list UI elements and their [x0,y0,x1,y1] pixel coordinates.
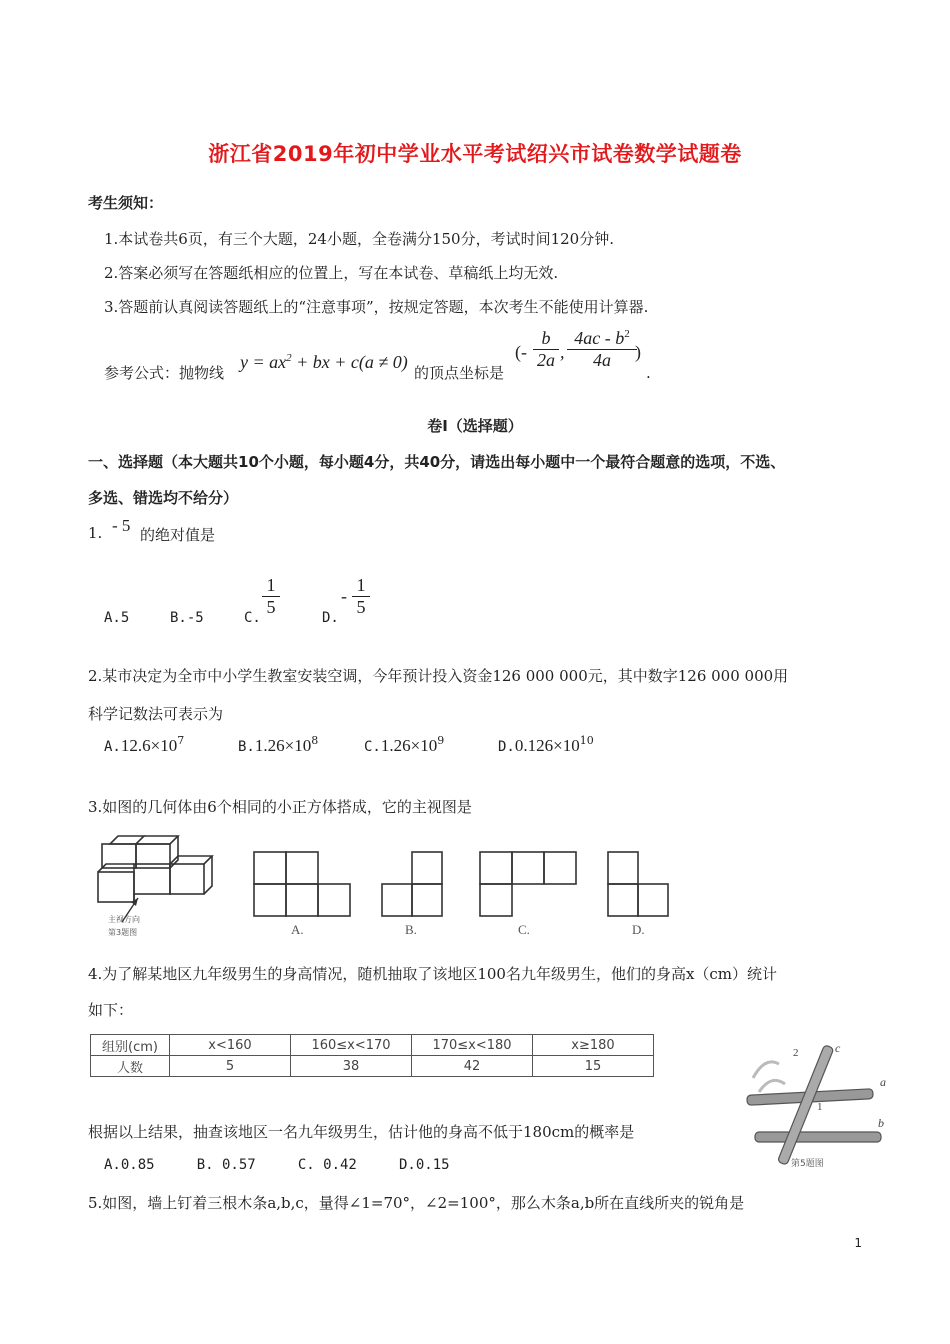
table-cell: 42 [412,1056,533,1077]
q1-option-c-num: 1 [266,575,276,595]
q2-line2: 科学记数法可表示为 [88,705,224,723]
q2-option-b-base: 1.26×10 [254,736,312,755]
q2-option-b-exp: 8 [311,734,319,747]
q5-figure [745,1034,905,1170]
q2-option-a [104,736,184,756]
q5-figure-caption: 第5题图 [791,1159,824,1169]
q2-option-a-label: A. [104,739,121,755]
q1-option-d-den: 5 [356,597,366,617]
q5-strip-b [755,1132,881,1142]
q4-question: 根据以上结果，抽查该地区一名九年级男生，估计他的身高不低于180cm的概率是 [88,1123,635,1141]
table-header-cell: 170≤x<180 [412,1035,533,1056]
part1-instructions-line1: 一、选择题（本大题共10个小题，每小题4分，共40分，请选出每小题中一个最符合题意的选项，不选、 [88,453,786,471]
q3-option-b-label: B. [405,922,417,937]
q3-arrow-label: 主视方向 [108,915,140,924]
q2-option-c-base: 1.26×10 [380,736,438,755]
q2-option-c-exp: 9 [437,734,445,747]
notice-item-3: 3.答题前认真阅读答题纸上的“注意事项”，按规定答题，本次考生不能使用计算器. [104,298,649,316]
q5-label-a: a [880,1075,886,1089]
table-cell: 5 [170,1056,291,1077]
q5-background-mark [759,1080,785,1092]
q1-option-d-fraction [352,575,370,618]
q3-figure-caption: 第3题图 [108,928,138,937]
q5-label-angle-2: 2 [793,1047,799,1059]
table-header-cell: x<160 [170,1035,291,1056]
q5-text: 5.如图，墙上钉着三根木条a,b,c，量得∠1=70°，∠2=100°，那么木条a,b所在直线所夹的锐角是 [88,1194,745,1212]
formula-suffix: . [646,364,651,382]
q1-option-d-num: 1 [356,575,366,595]
table-header-cell: 组别(cm) [91,1035,170,1056]
q2-option-d-base: 0.126×10 [514,736,580,755]
parabola-formula: $y = ax^2$ + bx + c(a ≠ 0) [240,352,408,372]
q5-label-b: b [878,1116,884,1130]
q2-option-a-exp: 7 [177,734,185,747]
paper-title: 卷Ⅰ（选择题） [427,417,523,435]
q2-option-c [364,736,444,756]
q1-text: 的绝对值是 [140,526,216,544]
q3-solid-figure [98,836,212,902]
q5-label-angle-1: 1 [817,1101,823,1113]
q4-line1: 4.为了解某地区九年级男生的身高情况，随机抽取了该地区100名九年级男生，他们的身高x（cm）统计 [88,965,778,983]
q3-option-d-view [608,852,668,916]
page-title: 浙江省2019年初中学业水平考试绍兴市试卷数学试题卷 [208,142,742,166]
q2-option-c-label: C. [364,739,381,755]
table-cell: 38 [291,1056,412,1077]
formula-prefix: 参考公式：抛物线 [104,364,225,382]
q2-option-d [498,736,594,756]
q1-option-c-label: C. [244,610,261,626]
formula-mid: 的顶点坐标是 [414,364,505,382]
q2-option-a-base: 12.6×10 [120,736,178,755]
q1-option-b: B.-5 [170,610,204,626]
notice-item-1: 1.本试卷共6页，有三个大题，24小题，全卷满分150分，考试时间120分钟. [104,230,614,248]
table-row [91,1035,654,1056]
q5-label-c: c [835,1041,841,1055]
q3-text: 3.如图的几何体由6个相同的小正方体搭成，它的主视图是 [88,798,472,816]
q3-option-a-label: A. [291,922,304,937]
q2-option-d-exp: 10 [579,734,594,747]
q3-figure [88,822,688,944]
table-header-cell: x≥180 [533,1035,654,1056]
table-row [91,1056,654,1077]
q3-option-d-label: D. [632,922,645,937]
q1-expression: - 5 [112,516,131,535]
q1-option-c-fraction [262,575,280,618]
table-cell: 人数 [91,1056,170,1077]
q2-option-b-label: B. [238,739,255,755]
q3-option-b-view [382,852,442,916]
q4-options: A.0.85 B. 0.57 C. 0.42 D.0.15 [104,1157,450,1173]
q1-option-a: A.5 [104,610,130,626]
q4-table [90,1034,654,1077]
q1-number: 1. [88,524,103,542]
notice-item-2: 2.答案必须写在答题纸相应的位置上，写在本试卷、草稿纸上均无效. [104,264,559,282]
q3-option-c-view [480,852,576,916]
q1-option-d-sign: - [341,586,347,606]
q3-option-a-view [254,852,350,916]
page-number: 1 [854,1236,862,1250]
q4-line2: 如下： [88,1001,134,1019]
q1-option-d-label: D. [322,610,339,626]
notice-heading: 考生须知： [88,194,164,212]
q2-option-d-label: D. [498,739,515,755]
q5-background-mark [753,1062,779,1078]
q2-line1: 2.某市决定为全市中小学生教室安装空调，今年预计投入资金126 000 000元，其中数字126 000 000用 [88,667,789,685]
table-header-cell: 160≤x<170 [291,1035,412,1056]
table-cell: 15 [533,1056,654,1077]
q1-option-c-den: 5 [266,597,276,617]
q2-option-b [238,736,318,756]
q5-strip-c [777,1045,833,1166]
q3-option-c-label: C. [518,922,530,937]
part1-instructions-line2: 多选、错选均不给分） [88,489,239,507]
vertex-formula: (- b 2a , $4ac - b^2$ 4a ) [515,328,641,370]
